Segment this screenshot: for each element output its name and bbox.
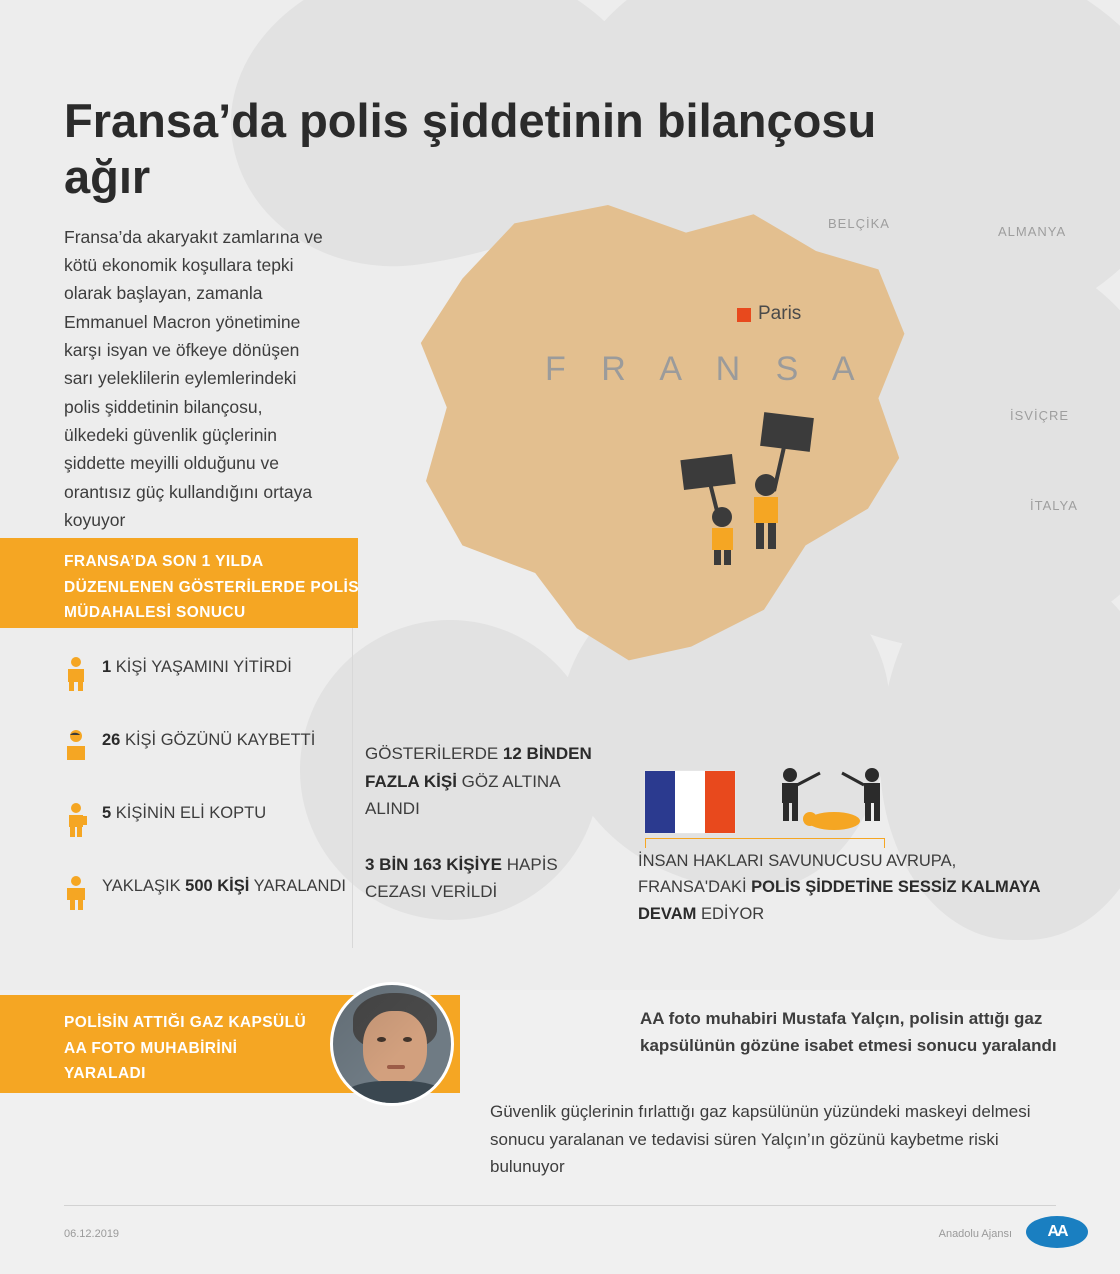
note-rule <box>645 838 885 839</box>
detention-post: GÖZ ALTINA ALINDI <box>365 771 560 819</box>
note-bold: POLİS ŞİDDETİNE SESSİZ KALMAYA DEVAM <box>638 878 1040 923</box>
sentence-bold: 3 BİN 163 KİŞİYE <box>365 854 503 874</box>
aa-logo-icon <box>1026 1216 1088 1248</box>
stats-list <box>64 655 354 947</box>
detention-bold: 12 BİNDEN FAZLA KİŞİ <box>365 744 592 791</box>
note-pre: İNSAN HAKLARI SAVUNUCUSU AVRUPA, FRANSA'DAKİ <box>638 852 957 897</box>
stats-band-title: FRANSA’DA SON 1 YILDA DÜZENLENEN GÖSTERİLERDE POLİS MÜDAHALESİ SONUCU <box>64 553 359 622</box>
avatar-shading <box>333 985 454 1106</box>
police-violence-illustration <box>768 765 898 835</box>
hand-loss-icon <box>64 801 92 842</box>
sentence-post: HAPİS CEZASI VERİLDİ <box>365 854 558 902</box>
note-post: EDİYOR <box>696 904 765 923</box>
footer-divider <box>64 1205 1056 1206</box>
journalist-summary: AA foto muhabiri Mustafa Yalçın, polisin attığı gaz kapsülünün gözüne isabet etmesi sonucu yaralandı <box>640 1009 1057 1056</box>
capital-marker-icon <box>737 308 751 322</box>
footer-date: 06.12.2019 <box>64 1228 120 1240</box>
detention-pre: GÖSTERİLERDE <box>365 744 503 763</box>
country-label-italy: İTALYA <box>1030 498 1078 513</box>
detention-stats <box>365 740 595 934</box>
capital-label: Paris <box>758 303 802 324</box>
list-item <box>64 728 354 769</box>
france-label: F R A N S A <box>545 350 868 388</box>
landmass-island <box>990 600 1060 660</box>
country-label-switzerland: İSVİÇRE <box>1010 408 1070 423</box>
intro-paragraph: Fransa’da akaryakıt zamlarına ve kötü ekonomik koşullara tepki olarak başlayan, zamanla Emmanuel Macron yönetimine karşı isyan ve öfkeye dönüşen sarı yeleklilerin eylemlerindeki polis şiddetinin bilançosu, ülkedeki güvenlik güçlerinin şiddette meyilli olduğunu ve orantısız güç kullandığını ortaya koyuyor <box>64 226 323 530</box>
stat-text: 1 KİŞİ YAŞAMINI YİTİRDİ <box>102 658 292 676</box>
sentence-block <box>365 851 595 906</box>
list-item <box>64 801 354 842</box>
france-flag-icon <box>645 771 735 833</box>
stat-text: 26 KİŞİ GÖZÜNÜ KAYBETTİ <box>102 731 316 749</box>
stat-text: YAKLAŞIK 500 KİŞİ YARALANDI <box>102 877 346 895</box>
stat-text: 5 KİŞİNİN ELİ KOPTU <box>102 804 267 822</box>
human-rights-note <box>638 848 1058 927</box>
journalist-band-title: POLİSİN ATTIĞI GAZ KAPSÜLÜ AA FOTO MUHABİRİNİ YARALADI <box>64 1014 307 1083</box>
detention-block <box>365 740 595 823</box>
country-label-germany: ALMANYA <box>998 224 1067 239</box>
person-icon <box>64 655 92 696</box>
list-item <box>64 655 354 696</box>
injured-person-icon <box>64 874 92 915</box>
footer-agency: Anadolu Ajansı <box>938 1228 1012 1240</box>
list-item <box>64 874 354 915</box>
eye-injury-icon <box>64 728 92 769</box>
country-label-belgium: BELÇİKA <box>828 216 890 231</box>
page-title: Fransa’da polis şiddetinin bilançosu ağır <box>64 94 877 203</box>
protesters-illustration <box>676 405 826 565</box>
journalist-detail: Güvenlik güçlerinin fırlattığı gaz kapsülünün yüzündeki maskeyi delmesi sonucu yaralanan ve tedavisi süren Yalçın’ın gözünü kaybetme riski bulunuyor <box>490 1102 1031 1177</box>
aa-logo-text: AA <box>1047 1223 1067 1240</box>
avatar <box>330 982 454 1106</box>
